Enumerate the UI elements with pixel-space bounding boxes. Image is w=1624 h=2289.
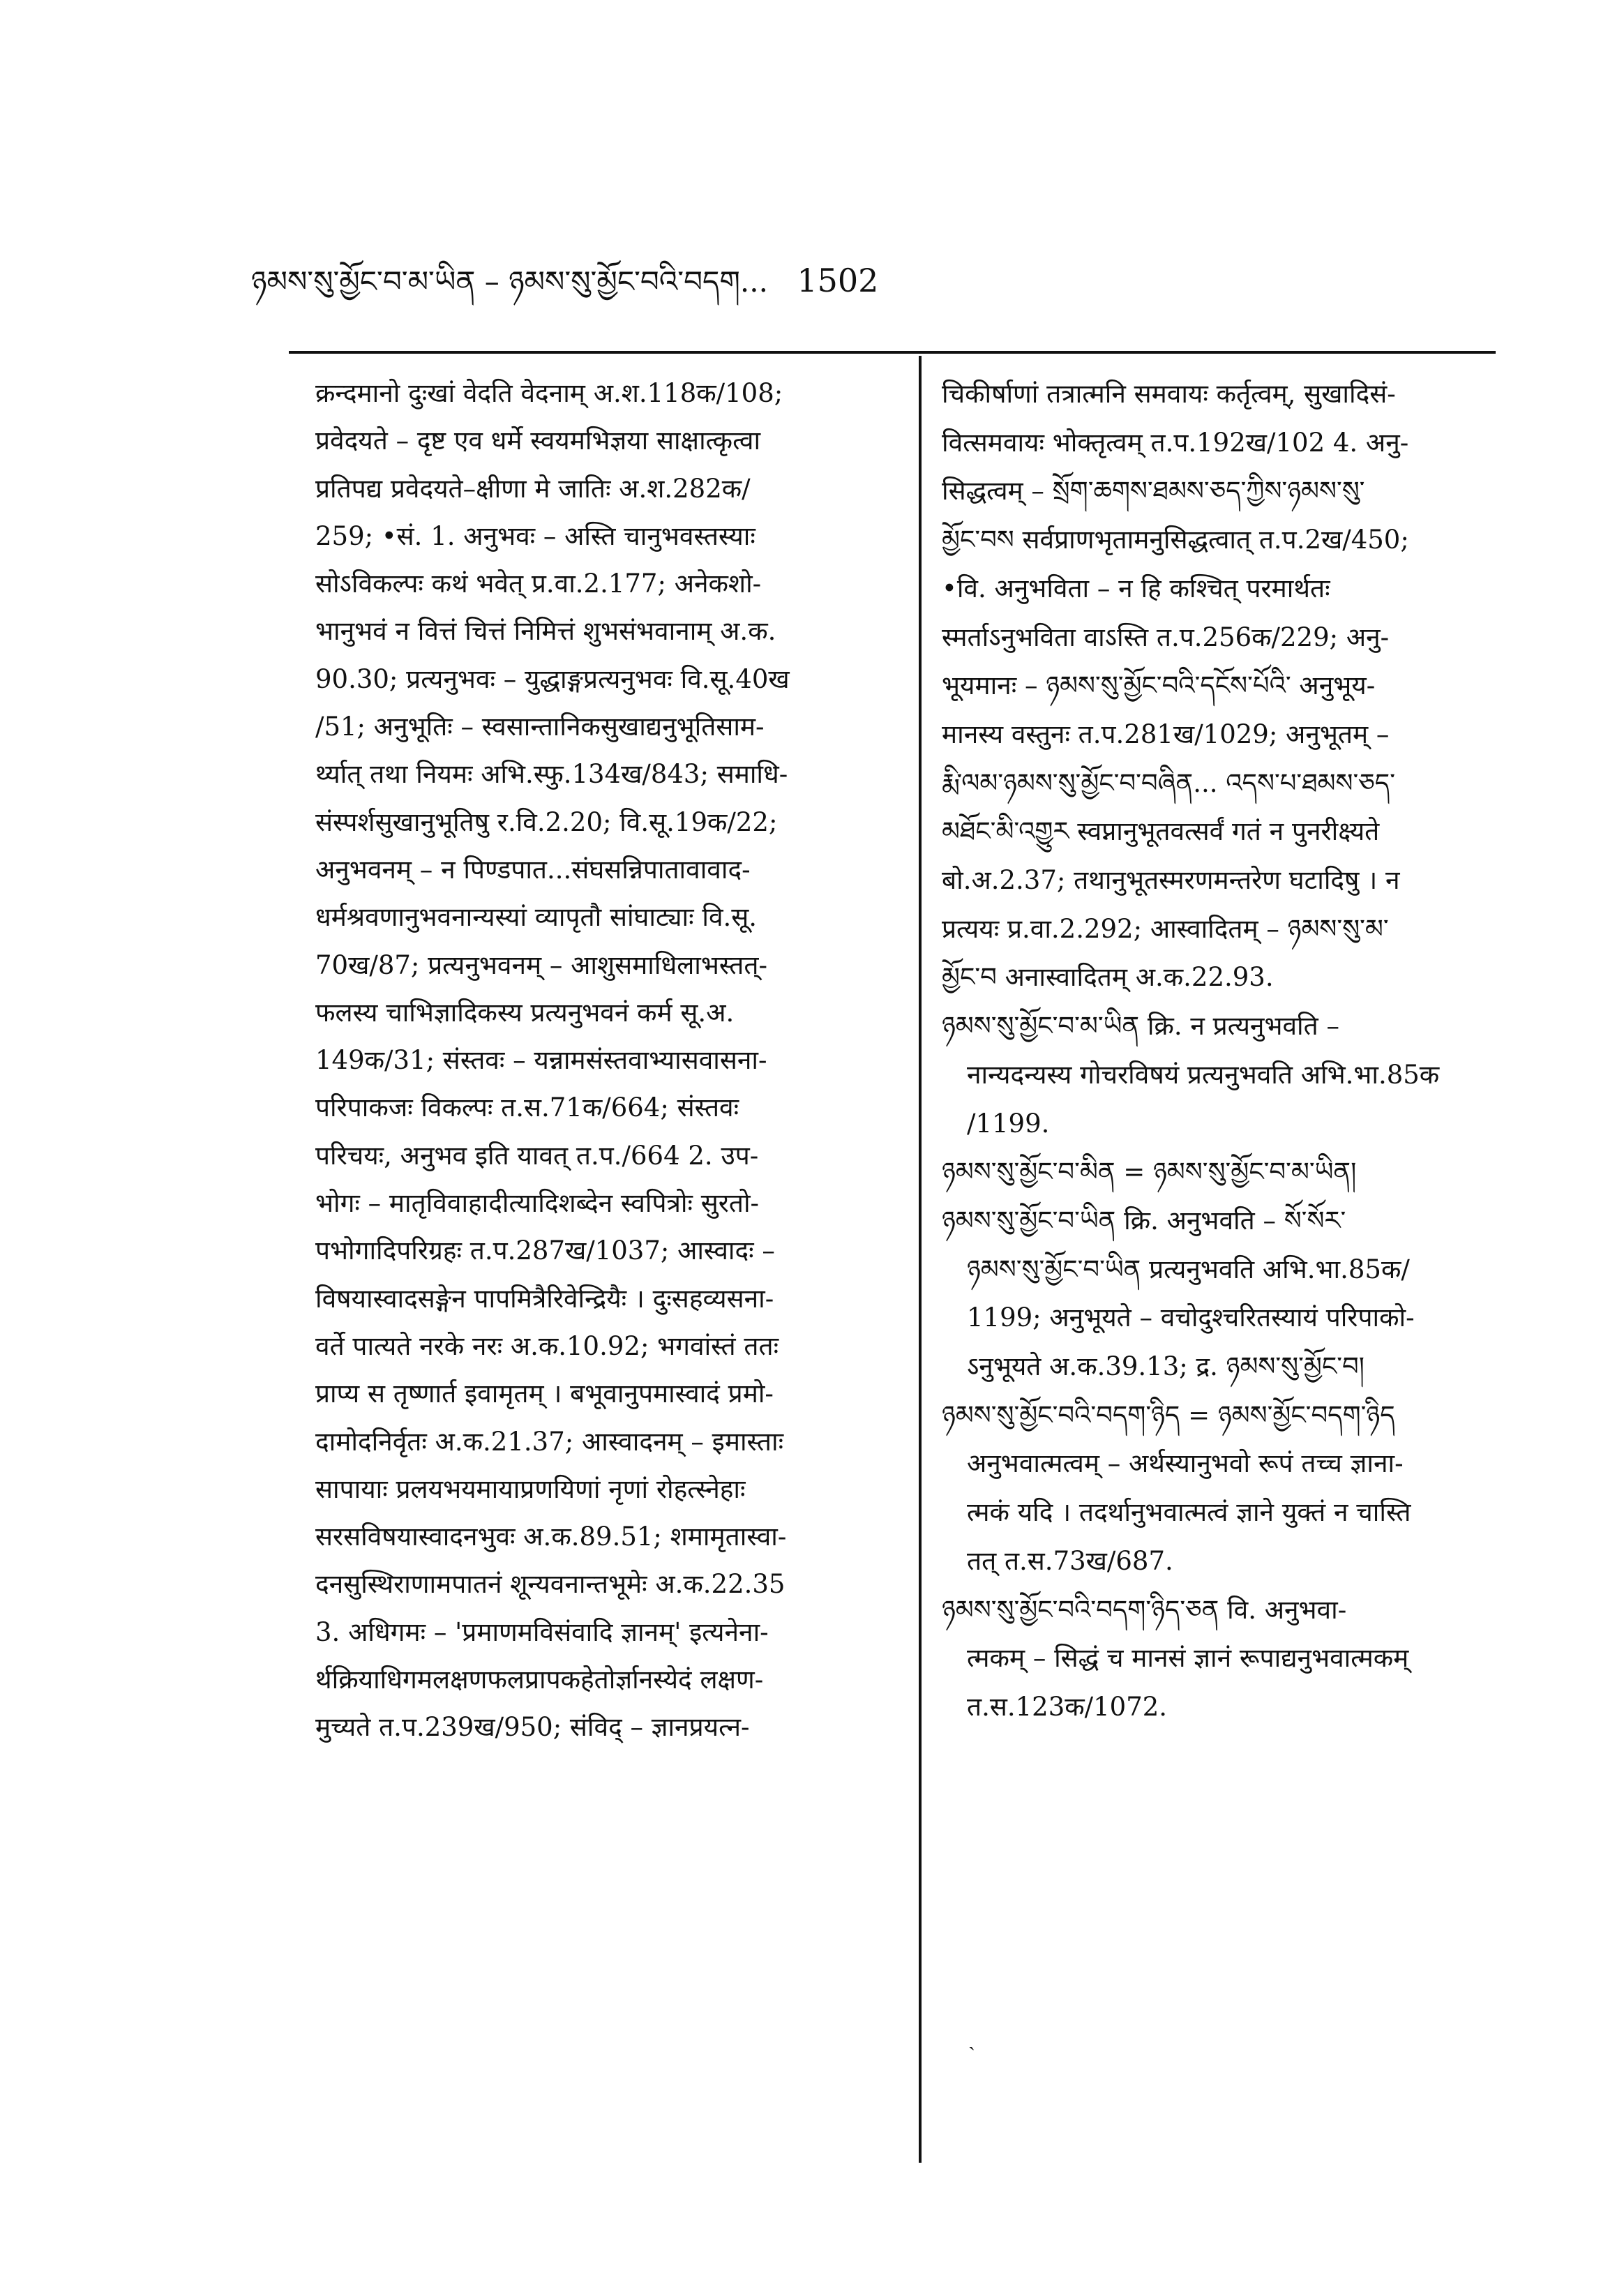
text-line: 70ख/87; प्रत्यनुभवनम् – आशुसमाधिलाभस्तत्- — [315, 950, 767, 980]
text-line: अनुभवनम् – न पिण्डपात...संघसन्निपातावावाद- — [315, 854, 751, 885]
text-line: स्मर्ताऽनुभविता वाऽस्ति त.प.256क/229; अनु- — [942, 622, 1390, 652]
text-line: 149क/31; संस्तवः – यन्नामसंस्तवाभ्यासवासना- — [315, 1045, 767, 1076]
text-line: ऽनुभूयते अ.क.39.13; द्र. ཉམས་སུ་མྱོང་བ། — [967, 1351, 1364, 1382]
column-divider — [919, 356, 922, 2163]
text-line: •वि. अनुभविता – न हि कश्चित् परमार्थतः — [942, 573, 1330, 603]
text-line: ཉམས་སུ་མྱོང་བ་མ་ཡིན क्रि. न प्रत्यनुभवति – — [942, 1011, 1339, 1042]
text-line: ཉམས་སུ་མྱོང་བ་ཡིན क्रि. अनुभवति – སོ་སོར་ — [942, 1205, 1346, 1236]
text-line: भोगः – मातृविवाहादीत्यादिशब्देन स्वपित्रोः सुरतो- — [315, 1188, 760, 1219]
text-line: प्राप्य स तृष्णार्त इवामृतम् । बभूवानुपमास्वादं प्रमो- — [315, 1379, 774, 1409]
text-line: सापायाः प्रलयभयमायाप्रणयिणां नृणां रोहत्स्नेहाः — [315, 1473, 746, 1504]
text-line: दनसुस्थिराणामपातनं शून्यवनान्तभूमेः अ.क.22.35 — [315, 1569, 785, 1600]
text-line: भानुभवं न वित्तं चित्तं निमित्तं शुभसंभवानाम् अ.क. — [315, 616, 776, 647]
text-line: ཉམས་སུ་མྱོང་བ་ཡིན प्रत्यनुभवति अभि.भा.85क/ — [967, 1254, 1410, 1284]
right-column — [942, 370, 1482, 1732]
running-head-left-term: ཉམས་སུ་མྱོང་བ་མ་ཡིན — [251, 264, 476, 299]
text-line: ཉམས་སུ་མྱོང་བ་མིན = ཉམས་སུ་མྱོང་བ་མ་ཡིན། — [942, 1157, 1357, 1187]
text-line: प्रतिपद्य प्रवेदयते–क्षीणा मे जातिः अ.श.282क/ — [315, 473, 751, 504]
text-line: भूयमानः – ཉམས་སུ་མྱོང་བའི་དངོས་པོའི་ अनुभूय- — [942, 670, 1376, 701]
text-line: 1199; अनुभूयते – वचोदुश्चरितस्यायं परिपाको- — [967, 1303, 1415, 1333]
running-head — [251, 260, 956, 303]
text-line: त.स.123क/1072. — [967, 1691, 1168, 1722]
text-line: धर्मश्रवणानुभवनान्यस्यां व्यापृतौ सांघाट्याः वि.सू. — [315, 902, 758, 933]
text-line: सरसविषयास्वादनभुवः अ.क.89.51; शमामृतास्वा- — [315, 1522, 787, 1552]
header-rule — [289, 351, 1496, 354]
text-line: 90.30; प्रत्यनुभवः – युद्धाङ्गप्रत्यनुभवः वि.सू.40ख — [315, 663, 790, 694]
text-line: /51; अनुभूतिः – स्वसान्तानिकसुखाद्यनुभूतिसाम- — [315, 712, 765, 742]
text-line: वर्ते पात्यते नरके नरः अ.क.10.92; भगवांस्तं ततः — [315, 1330, 779, 1361]
text-line: क्रन्दमानो दुःखां वेदति वेदनाम् अ.श.118क/108; — [315, 378, 783, 408]
text-line: संस्पर्शसुखानुभूतिषु र.वि.2.20; वि.सू.19क/22; — [315, 806, 778, 837]
text-line: तत् त.स.73ख/687. — [967, 1545, 1173, 1576]
running-head-dash: – — [484, 264, 499, 299]
text-line: ཉམས་སུ་མྱོང་བའི་བདག་ཉིད = ཉམས་མྱོང་བདག་ཉིད — [942, 1399, 1395, 1430]
text-line: མྱོང་བ अनास्वादितम् अ.क.22.93. — [942, 962, 1274, 993]
text-line: 259; •सं. 1. अनुभवः – अस्ति चानुभवस्तस्याः — [315, 520, 755, 551]
text-line: त्मकम् – सिद्धं च मानसं ज्ञानं रूपाद्यनुभवात्मकम् — [967, 1643, 1409, 1674]
text-line: /1199. — [967, 1108, 1050, 1139]
text-line: र्थक्रियाधिगमलक्षणफलप्रापकहेतोर्ज्ञानस्येदं लक्षण- — [315, 1665, 764, 1695]
text-line: चिकीर्षाणां तत्रात्मनि समवायः कर्तृत्वम्, सुखादिसं- — [942, 379, 1396, 409]
text-line: परिचयः, अनुभव इति यावत् त.प./664 2. उप- — [315, 1140, 759, 1171]
text-line: विषयास्वादसङ्गेन पापमित्रैरिवेन्द्रियैः । दुःसहव्यसना- — [315, 1283, 774, 1314]
text-line: प्रत्ययः प्र.वा.2.292; आस्वादितम् – ཉམས་སུ་མ་ — [942, 913, 1389, 944]
text-line: नान्यदन्यस्य गोचरविषयं प्रत्यनुभवति अभि.भा.85क — [967, 1059, 1440, 1090]
text-line: सोऽविकल्पः कथं भवेत् प्र.वा.2.177; अनेकशो- — [315, 569, 762, 599]
text-line: दामोदनिर्वृतः अ.क.21.37; आस्वादनम् – इमास्ताः — [315, 1426, 784, 1457]
text-line: पभोगादिपरिग्रहः त.प.287ख/1037; आस्वादः – — [315, 1236, 775, 1266]
page-number: 1502 — [797, 262, 879, 299]
text-line: सिद्धत्वम् – སྲོག་ཆགས་ཐམས་ཅད་ཀྱིས་ཉམས་སུ་ — [942, 476, 1365, 506]
text-line: र्थ्यात् तथा नियमः अभि.स्फु.134ख/843; समाधि- — [315, 759, 788, 790]
stray-mark: ˎ — [968, 2027, 975, 2051]
text-line: མྱོང་བས सर्वप्राणभृतामनुसिद्धत्वात् त.प.2ख/450; — [942, 525, 1409, 555]
text-line: अनुभवात्मत्वम् – अर्थस्यानुभवो रूपं तच्च ज्ञाना- — [967, 1448, 1404, 1479]
text-line: མཐོང་མི་འགྱུར स्वप्नानुभूतवत्सर्वं गतं न पुनरीक्ष्यते — [942, 816, 1380, 847]
left-column — [315, 370, 894, 1752]
text-line: मुच्यते त.प.239ख/950; संविद् – ज्ञानप्रयत्न- — [315, 1712, 750, 1743]
text-line: बो.अ.2.37; तथानुभूतस्मरणमन्तरेण घटादिषु । न — [942, 865, 1400, 896]
text-line: 3. अधिगमः – 'प्रमाणमविसंवादि ज्ञानम्' इत्यनेना- — [315, 1616, 769, 1647]
text-line: वित्समवायः भोक्तृत्वम् त.प.192ख/102 4. अनु- — [942, 427, 1409, 458]
text-line: ཉམས་སུ་མྱོང་བའི་བདག་ཉིད་ཅན वि. अनुभवा- — [942, 1594, 1347, 1625]
text-line: प्रवेदयते – दृष्ट एव धर्मे स्वयमभिज्ञया साक्षात्कृत्वा — [315, 426, 761, 456]
text-line: मानस्य वस्तुनः त.प.281ख/1029; अनुभूतम् – — [942, 719, 1390, 749]
text-line: परिपाकजः विकल्पः त.स.71क/664; संस्तवः — [315, 1093, 739, 1123]
text-line: फलस्य चाभिज्ञादिकस्य प्रत्यनुभवनं कर्म सू.अ. — [315, 997, 735, 1028]
text-line: རྨི་ལམ་ཉམས་སུ་མྱོང་བ་བཞིན... འདས་པ་ཐམས་ཅད་ — [942, 767, 1395, 798]
text-line: त्मकं यदि । तदर्थानुभवात्मत्वं ज्ञाने युक्तं न चास्ति — [967, 1497, 1411, 1528]
running-head-right-term: ཉམས་སུ་མྱོང་བའི་བདག... — [509, 264, 768, 299]
